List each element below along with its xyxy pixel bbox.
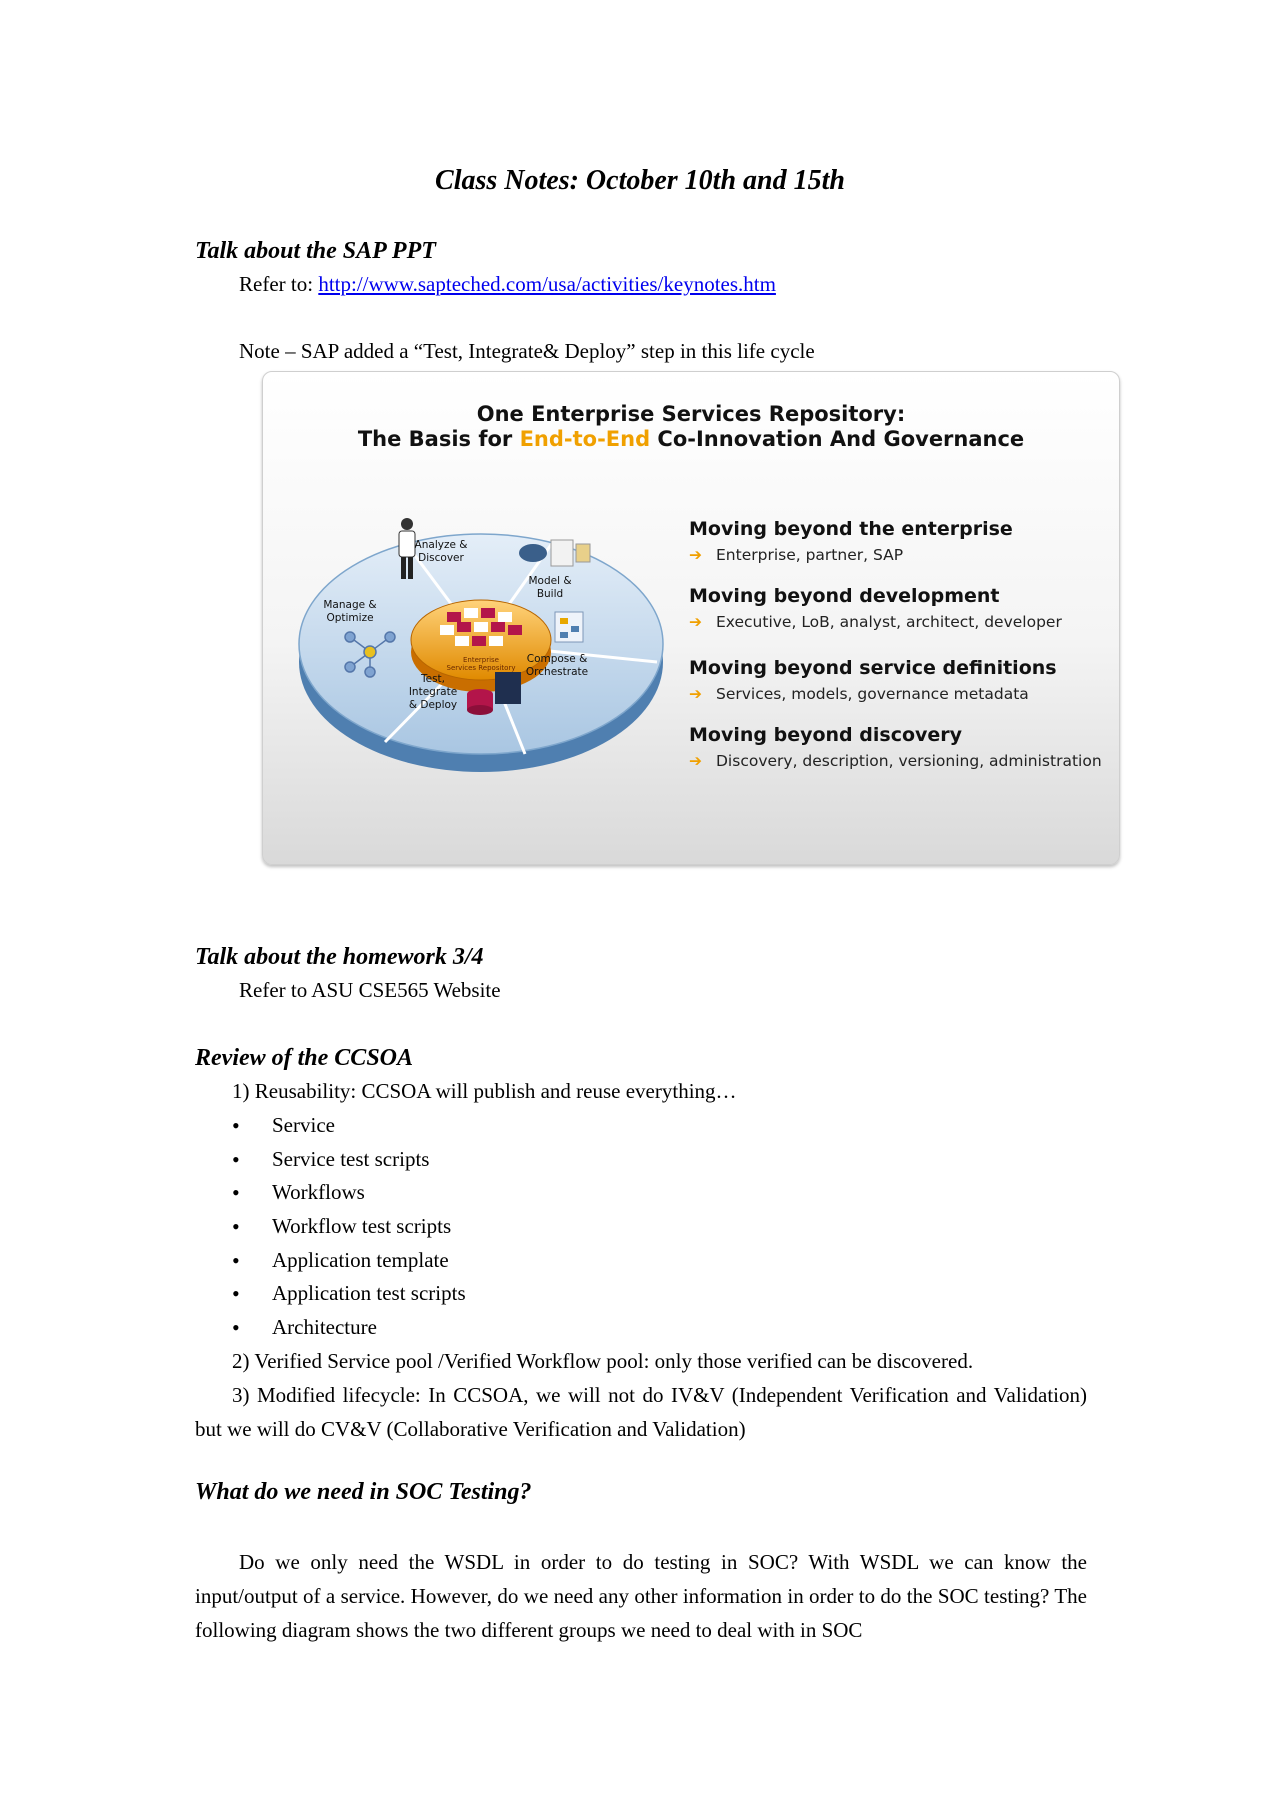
sap-heading: Talk about the SAP PPT [195,238,436,264]
slide-section-heading: Moving beyond discovery [689,724,963,746]
slide-section-heading: Moving beyond the enterprise [689,518,1013,540]
homework-heading: Talk about the homework 3/4 [195,944,484,970]
homework-text: Refer to ASU CSE565 Website [239,978,501,1002]
segment-label: & Deploy [408,699,458,711]
segment-label: Analyze & [414,539,468,551]
ccsoa-heading: Review of the CCSOA [195,1045,414,1071]
list-item: • Service [230,1109,466,1143]
lifecycle-wheel-diagram [295,512,667,782]
segment-label: Discover [418,552,464,564]
list-item: • Service test scripts [230,1143,466,1177]
hub-label-1: Enterprise [462,656,500,664]
sap-refer-line [239,268,776,301]
ccsoa-item-1: 1) Reusability: CCSOA will publish and reuse everything… [232,1079,737,1103]
slide-section-heading: Moving beyond development [689,585,1000,607]
segment-label: Orchestrate [525,666,589,678]
arrow-icon: ➔ [689,613,702,631]
list-item: • Application test scripts [230,1277,466,1311]
slide-section-text: ➔ Executive, LoB, analyst, architect, developer [689,613,1062,631]
soc-heading: What do we need in SOC Testing? [195,1479,532,1505]
segment-label: Manage & [323,599,377,611]
slide-title-post: Co-Innovation And Governance [650,427,1025,451]
compose-icon [555,612,583,642]
arrow-icon: ➔ [689,685,702,703]
soc-paragraph: Do we only need the WSDL in order to do testing in SOC? With WSDL we can know the input/output of a service. However, do we need any other information in order to do the SOC testing? The following diagram shows the two different groups we need to deal with in SOC [195,1550,1087,1642]
slide-title-line1: One Enterprise Services Repository: [476,402,906,426]
refer-prefix: Refer to: [239,272,319,296]
segment-label: Integrate [408,686,458,698]
segment-label: Test, [420,673,446,685]
segment-label: Optimize [326,612,374,624]
slide-section-text: ➔ Discovery, description, versioning, administration [689,752,1102,770]
hub-label-2: Services Repository [446,664,516,672]
ccsoa-item-2: 2) Verified Service pool /Verified Workflow pool: only those verified can be discovered. [232,1349,974,1373]
segment-label: Model & [528,575,572,587]
arrow-icon: ➔ [689,546,702,564]
list-item: • Application template [230,1244,466,1278]
slide-section-text: ➔ Enterprise, partner, SAP [689,546,904,564]
ccsoa-item-3: 3) Modified lifecycle: In CCSOA, we will not do IV&V (Independent Verification and Validation) but we will do CV&V (Collaborative Verification and Validation) [195,1383,1087,1441]
list-item: • Workflows [230,1176,466,1210]
segment-label: Build [536,588,564,600]
list-item: • Architecture [230,1311,466,1345]
slide-title-pre: The Basis for [357,427,520,451]
slide-title-highlight: End-to-End [519,427,651,451]
list-item: • Workflow test scripts [230,1210,466,1244]
page-title: Class Notes: October 10th and 15th [435,165,845,196]
keynotes-link[interactable]: http://www.sapteched.com/usa/activities/keynotes.htm [318,272,776,296]
slide-section-heading: Moving beyond service definitions [689,657,1057,679]
sap-note: Note – SAP added a “Test, Integrate& Deploy” step in this life cycle [239,339,815,363]
arrow-icon: ➔ [689,752,702,770]
segment-label: Compose & [526,653,588,665]
reuse-bullet-list [230,1109,466,1345]
slide-title-line2 [263,427,1119,451]
slide-section-text: ➔ Services, models, governance metadata [689,685,1029,703]
sap-slide-figure [262,371,1120,865]
